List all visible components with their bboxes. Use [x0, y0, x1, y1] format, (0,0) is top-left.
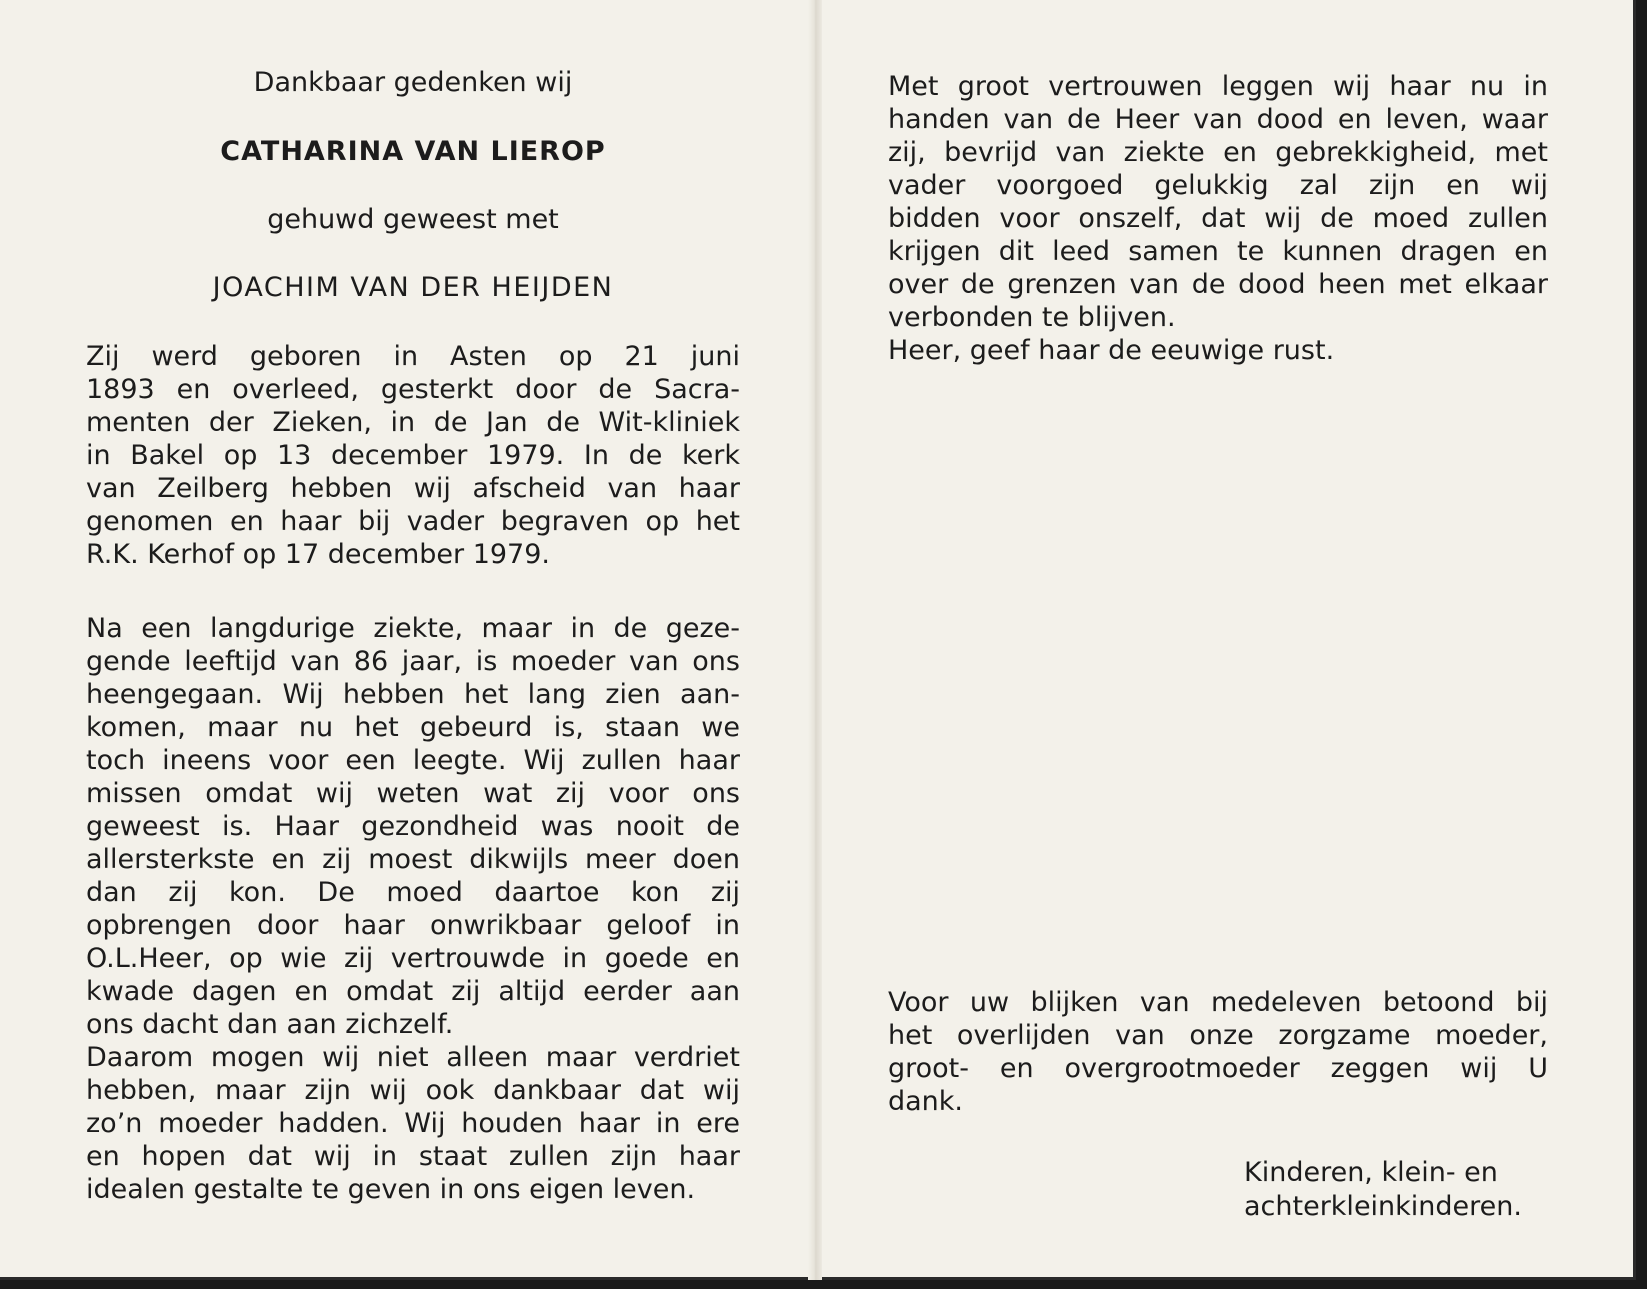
- memory-line: ons dacht dan aan zichzelf.: [86, 1009, 454, 1040]
- memory-line: Na een langdurige ziekte, maar in de geze-: [86, 613, 740, 644]
- prayer-line: bidden voor onszelf, dat wij de moed zullen: [888, 203, 1548, 234]
- memory-line: kwade dagen en omdat zij altijd eerder aan: [86, 976, 740, 1007]
- memory-line: O.L.Heer, op wie zij vertrouwde in goede en: [86, 943, 740, 974]
- signature: [1244, 1156, 1522, 1224]
- memory-line: zo’n moeder hadden. Wij houden haar in ere: [86, 1108, 740, 1139]
- prayer-line: handen van de Heer van dood en leven, waar: [888, 104, 1548, 135]
- prayer-line: vader voorgoed gelukkig zal zijn en wij: [888, 170, 1548, 201]
- prayer-line: krijgen dit leed samen te kunnen dragen en: [888, 236, 1548, 267]
- memory-line: idealen gestalte te geven in ons eigen leven.: [86, 1174, 696, 1205]
- memory-line: missen omdat wij weten wat zij voor ons: [86, 778, 740, 809]
- thanks-line: het overlijden van onze zorgzame moeder,: [888, 1020, 1548, 1051]
- memory-line: toch ineens voor een leegte. Wij zullen haar: [86, 745, 740, 776]
- intro-text: Dankbaar gedenken wij: [253, 67, 573, 98]
- thanks-line: dank.: [888, 1086, 964, 1117]
- prayer-line: Met groot vertrouwen leggen wij haar nu in: [888, 71, 1548, 102]
- thanks-line: groot- en overgrootmoeder zeggen wij U: [888, 1053, 1548, 1084]
- prayer-line: verbonden te blijven.: [888, 302, 1176, 333]
- bio-paragraph: [86, 340, 740, 571]
- bio-line: Zij werd geboren in Asten op 21 juni: [86, 341, 740, 372]
- prayer-line: Heer, geef haar de eeuwige rust.: [888, 335, 1335, 366]
- bio-line: 1893 en overleed, gesterkt door de Sacra-: [86, 374, 740, 405]
- card-fold: [808, 0, 822, 1280]
- thanks-paragraph: [888, 986, 1548, 1118]
- memory-line: hebben, maar zijn wij ook dankbaar dat wij: [86, 1075, 740, 1106]
- deceased-name: CATHARINA VAN LIEROP: [220, 136, 606, 167]
- thanks-line: Voor uw blijken van medeleven betoond bij: [888, 987, 1548, 1018]
- prayer-paragraph: [888, 70, 1548, 367]
- bio-line: in Bakel op 13 december 1979. In de kerk: [86, 440, 740, 471]
- bio-line: genomen en haar bij vader begraven op het: [86, 506, 740, 537]
- bio-line: menten der Zieken, in de Jan de Wit-kliniek: [86, 407, 740, 438]
- spouse-name: JOACHIM VAN DER HEIJDEN: [212, 272, 614, 303]
- memory-line: opbrengen door haar onwrikbaar geloof in: [86, 910, 740, 941]
- memory-paragraph: [86, 612, 740, 1206]
- memory-line: en hopen dat wij in staat zullen zijn haar: [86, 1141, 740, 1172]
- signature-line: achterkleinkinderen.: [1244, 1191, 1522, 1222]
- memory-line: gende leeftijd van 86 jaar, is moeder van ons: [86, 646, 740, 677]
- memory-line: allersterkste en zij moest dikwijls meer doen: [86, 844, 740, 875]
- memory-line: geweest is. Haar gezondheid was nooit de: [86, 811, 740, 842]
- prayer-line: zij, bevrijd van ziekte en gebrekkigheid, met: [888, 137, 1548, 168]
- signature-line: Kinderen, klein- en: [1244, 1157, 1498, 1188]
- memory-line: komen, maar nu het gebeurd is, staan we: [86, 712, 740, 743]
- married-label: gehuwd geweest met: [267, 204, 559, 235]
- memory-line: heengegaan. Wij hebben het lang zien aan-: [86, 679, 740, 710]
- bio-line: R.K. Kerhof op 17 december 1979.: [86, 539, 550, 570]
- bio-line: van Zeilberg hebben wij afscheid van haar: [86, 473, 740, 504]
- memory-line: dan zij kon. De moed daartoe kon zij: [86, 877, 740, 908]
- prayer-line: over de grenzen van de dood heen met elkaar: [888, 269, 1548, 300]
- memory-line: Daarom mogen wij niet alleen maar verdriet: [86, 1042, 740, 1073]
